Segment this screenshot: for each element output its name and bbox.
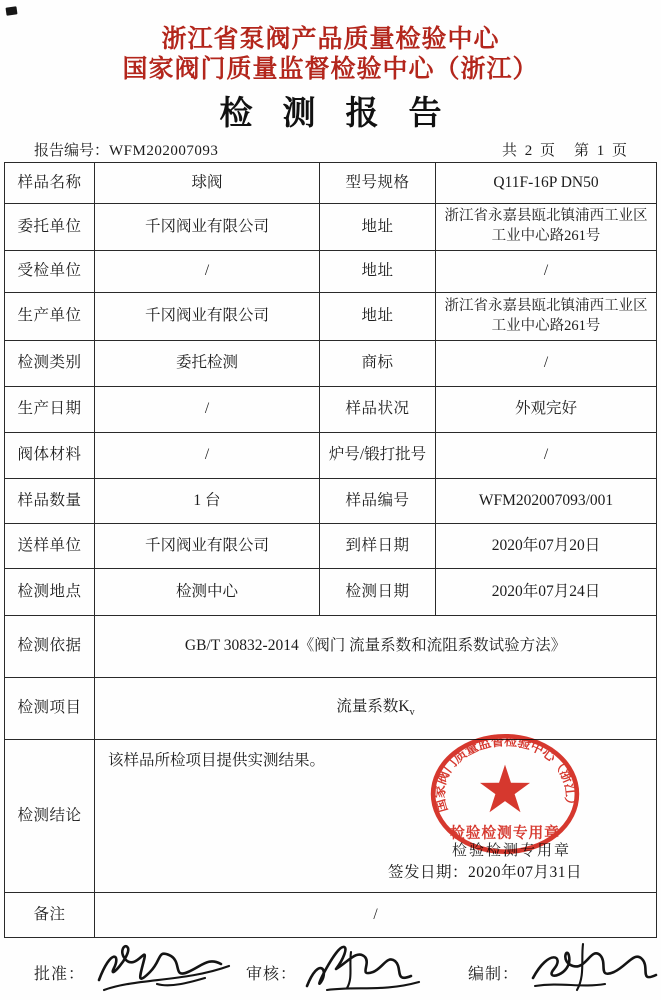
field-value: Q11F-16P DN50 [436,163,657,204]
field-label: 样品编号 [320,479,436,524]
field-value: / [95,433,320,479]
stamp-star-icon [480,765,530,813]
preparer-signature [521,938,661,994]
official-stamp [424,729,586,861]
field-label: 检测项目 [5,678,95,740]
table-row-test-basis [5,616,657,678]
test-basis-value: GB/T 30832-2014《阀门 流量系数和流阻系数试验方法》 [95,616,657,678]
field-label: 委托单位 [5,204,95,251]
report-number-label: 报告编号： [34,143,110,159]
org-title-line1: 浙江省泵阀产品质量检验中心 [161,26,500,53]
stamp-inner-text: 检验检测专用章 [450,825,560,842]
table-row-client [5,204,657,251]
signature-row [0,938,661,998]
scan-artifact [5,6,17,15]
field-value: / [436,341,657,387]
table-row-production-date [5,387,657,433]
field-value: 千冈阀业有限公司 [95,524,320,569]
meta-row [34,139,629,160]
field-value: 检测中心 [95,569,320,616]
seal-caption-text: 检验检测专用章 [452,843,572,859]
prepare-label: 编制： [468,966,520,983]
field-label: 样品状况 [320,387,436,433]
approver-signature [87,938,237,994]
field-label: 生产日期 [5,387,95,433]
reviewer-signature [299,938,429,994]
field-label: 样品名称 [5,163,95,204]
field-label: 样品数量 [5,479,95,524]
review-label: 审核： [246,966,298,983]
field-label: 受检单位 [5,251,95,293]
field-value: 1 台 [95,479,320,524]
stamp-ring-text: 国家阀门质量监督检验中心（浙江） [431,733,579,815]
issue-date: 签发日期：2020年07月31日 [388,864,583,881]
field-value: 千冈阀业有限公司 [95,204,320,251]
conclusion-text: 该样品所检项目提供实测结果。 [108,752,326,769]
field-label: 商标 [320,341,436,387]
field-label: 型号规格 [320,163,436,204]
review-signature-group [246,938,429,994]
field-value: 2020年07月24日 [436,569,657,616]
field-value: WFM202007093/001 [436,479,657,524]
table-row-manufacturer [5,293,657,341]
page-indicator: 共 2 页 第 1 页 [501,143,629,159]
table-row-sample-name [5,163,657,204]
field-value: / [436,251,657,293]
table-row-inspected-unit [5,251,657,293]
field-value: 千冈阀业有限公司 [95,293,320,341]
field-value: / [95,387,320,433]
field-label: 检测类别 [5,341,95,387]
field-label: 阀体材料 [5,433,95,479]
field-value: / [436,433,657,479]
field-label: 地址 [320,251,436,293]
table-row-body-material [5,433,657,479]
field-label: 检测结论 [5,740,95,893]
field-label: 送样单位 [5,524,95,569]
field-value: 球阀 [95,163,320,204]
test-item-text: 流量系数K [336,698,410,716]
approve-label: 批准： [34,966,86,983]
table-row-test-type [5,341,657,387]
test-item-subscript: v [409,707,415,719]
field-value: 外观完好 [436,387,657,433]
field-label: 到样日期 [320,524,436,569]
field-label: 地址 [320,293,436,341]
report-title: 检测报告 [219,96,472,132]
field-value: 委托检测 [95,341,320,387]
field-label: 检测日期 [320,569,436,616]
field-label: 检测依据 [5,616,95,678]
table-row-sample-quantity [5,479,657,524]
remark-value: / [95,893,657,938]
field-label: 炉号/锻打批号 [320,433,436,479]
field-value: 浙江省永嘉县瓯北镇浦西工业区工业中心路261号 [436,293,657,341]
prepare-signature-group [468,938,661,994]
field-value: 2020年07月20日 [436,524,657,569]
field-value: / [95,251,320,293]
field-value: 浙江省永嘉县瓯北镇浦西工业区工业中心路261号 [436,204,657,251]
org-title-line2: 国家阀门质量监督检验中心（浙江） [122,56,539,83]
table-row-sample-sender [5,524,657,569]
field-label: 备注 [5,893,95,938]
report-number-value: WFM202007093 [109,143,219,159]
field-label: 地址 [320,204,436,251]
field-label: 生产单位 [5,293,95,341]
table-row-remark [5,893,657,938]
field-label: 检测地点 [5,569,95,616]
report-number [34,139,218,160]
table-row-test-location [5,569,657,616]
approve-signature-group [34,938,237,994]
